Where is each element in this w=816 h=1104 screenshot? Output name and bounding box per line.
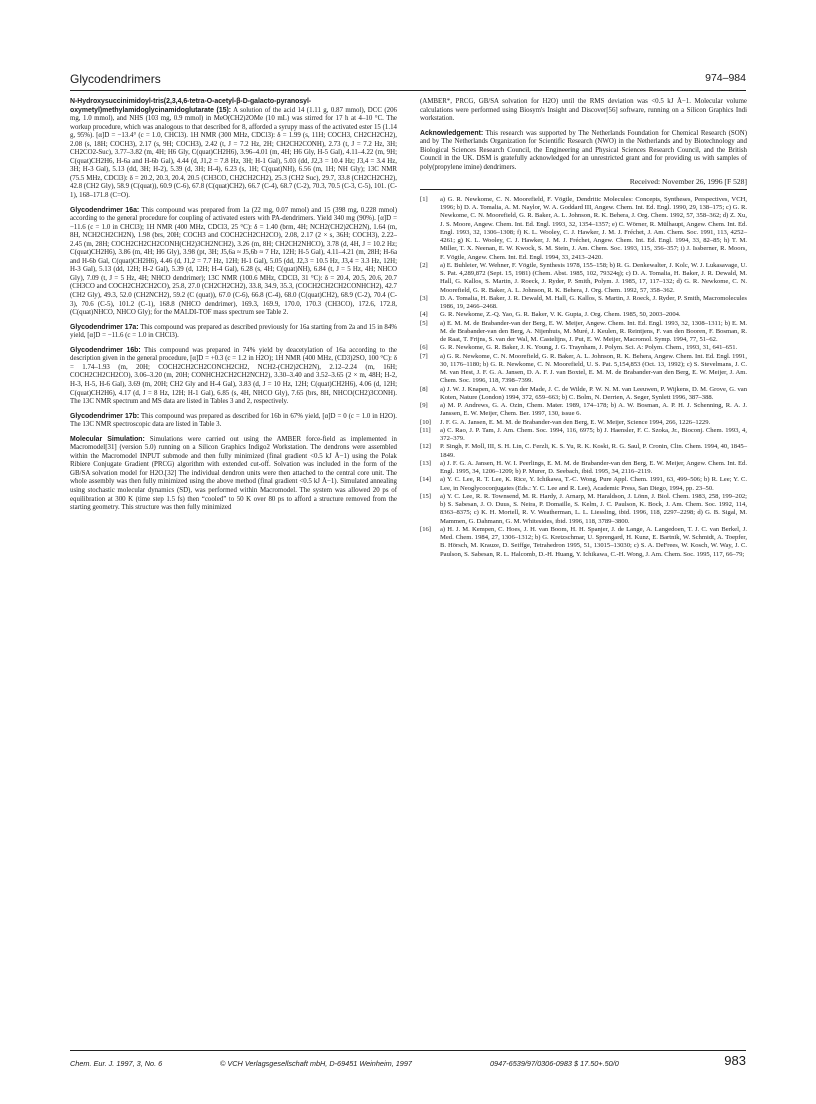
reference-item [420,493,747,526]
reference-item [420,419,747,427]
reference-number: [7] [420,352,428,360]
reference-item [420,311,747,319]
footer-rule [70,1050,746,1051]
paragraph-body: This compound was prepared as described for 16b in 67% yield, [α]D = 0 (c = 1.0 in H2O). The 13C NMR spectroscopic data are listed in Table 3. [70,412,397,429]
article-code: 0947-6539/97/0306-0983 $ 17.50+.50/0 [490,1059,619,1068]
page-range: 974–984 [705,72,746,84]
reference-text: a) C. Rao, J. P. Tam, J. Am. Chem. Soc. 1994, 116, 6975; b) J. Haensler, F. C. Szoka, Jr., Bioconj. Chem. 1993, 4, 372–379. [440,426,747,443]
paragraph-heading: Molecular Simulation: [70,435,145,443]
paragraph-17a [70,324,397,341]
reference-text: a) G. R. Newkome, C. N. Moorefield, G. R. Baker, A. L. Johnson, R. K. Behera, Angew. Chem. Int. Ed. Engl. 1991, 30, 1176–1180; b) G. R. Newkome, C. N. Moorefield, U. S. Pat. 5,154,853 (Oct. 13, 1992); c) S. Stevelmans, J. C. M. van Hest, J. F. G. A. Jansen, D. A. F. J. van Boxtel, E. M. M. de Brabander-van den Berg, E. W. Meijer, J. Am. Chem. Soc. 1996, 118, 7398–7399. [440,352,747,385]
left-column [70,98,397,519]
journal-citation: Chem. Eur. J. 1997, 3, No. 6 [70,1059,163,1068]
reference-number: [13] [420,459,431,467]
paragraph-16a [70,207,397,318]
reference-item [420,196,747,262]
publisher-line: © VCH Verlagsgesellschaft mbH, D-69451 Weinheim, 1997 [220,1059,412,1068]
paragraph-heading: Glycodendrimer 17b: [70,412,140,420]
reference-text: a) G. R. Newkome, C. N. Moorefield, F. Vögtle, Dendritic Molecules: Concepts, Syntheses, Perspectives, VCH, 1996; b) D. A. Tomalia, A. M. Naylor, W. A. Goddard III, Angew. Chem. Int. Ed. Engl. 1990, 29, 138–175; c) G. R. Newkome, C. N. Moorefield, G. R. Baker, A. L. Johnson, R. K. Behera, J. Org. Chem. 1992, 57, 358–362; d) Z. Xu, J. S. Moore, Angew. Chem. Int. Ed. Engl. 1993, 32, 1354–1357; e) C. Wörner, R. Mülhaupt, Angew. Chem. Int. Ed. Engl. 1993, 32, 1306–1308; f) K. L. Wooley, C. J. Hawker, J. M. J. Fréchet, J. Am. Chem. Soc. 1991, 113, 4252–4261; g) K. L. Wooley, C. J. Hawker, J. M. J. Fréchet, Angew. Chem. Int. Ed. Engl. 1994, 33, 82–85; h) T. M. Miller, T. X. Neenan, E. W. Kwock, S. M. Stein, J. Am. Chem. Soc. 1993, 115, 356–357; i) J. Issberner, R. Moors, F. Vögtle, Angew. Chem. Int. Ed. Engl. 1994, 33, 2413–2420. [440,195,747,261]
paragraph-heading: Glycodendrimer 16a: [70,206,140,214]
received-date: Received: November 26, 1996 [F 528] [629,177,747,187]
reference-item [420,320,747,345]
reference-text: D. A. Tomalia, H. Baker, J. R. Dewald, M. Hall, G. Kallos, S. Martin, J. Roeck, J. Ryder, P. Smith, Macromolecules 1986, 19, 2466–2468. [440,294,747,311]
reference-number: [6] [420,344,428,352]
reference-item [420,295,747,312]
reference-number: [9] [420,402,428,410]
reference-number: [4] [420,311,428,319]
reference-text: G. R. Newkome, G. R. Baker, J. K. Young, J. G. Traynham, J. Polym. Sci. A: Polym. Chem., 1993, 31, 641–651. [440,344,738,352]
reference-item [420,526,747,559]
paragraph-continuation: (AMBER*, PRCG, GB/SA solvation for H2O) until the RMS deviation was <0.5 kJ Å−1. Molecular volume calculations were performed using Biosym's Insight and Discover[56] software, running on a Silicon Graphics Indi workstation. [420,98,747,123]
reference-number: [10] [420,418,431,426]
reference-text: a) E. Buhleier, W. Wehner, F. Vögtle, Synthesis 1978, 155–158; b) R. G. Denkewalter, J. Kolc, W. J. Lukasavage, U. S. Pat. 4,289,872 (Sept. 15, 1981) (Chem. Abst. 1985, 102, 79324q); c) D. A. Tomalia, H. Baker, J. R. Dewald, M. Hall, G. Kallos, S. Martin, J. Roeck, J. Ryder, P. Smith, Polym. J. 1985, 17, 117–132; d) G. R. Newkome, C. N. Moorefield, G. R. Baker, A. L. Johnson, R. K. Behera, J. Org. Chem. 1992, 57, 358–362. [440,261,747,294]
reference-text: a) J. W. J. Knapen, A. W. van der Made, J. C. de Wilde, P. W. N. M. van Leeuwen, P. Wijkens, D. M. Grove, G. van Koten, Nature (London) 1994, 372, 659–663; b) C. Bolm, N. Derrien, A. Seger, Synlett 1996, 387–388. [440,385,747,401]
paragraph-acknowledgement [420,130,747,173]
reference-item [420,443,747,460]
reference-item [420,262,747,295]
reference-item [420,460,747,477]
reference-item [420,402,747,419]
reference-text: a) E. M. M. de Brabander-van der Berg, E. W. Meijer, Angew. Chem. Int. Ed. Engl. 1993, 32, 1308–1311; b) E. M. M. de Brabander-van den Berg, A. Nijenhuis, M. Muré, J. Keulen, R. Reintjens, F. van den Booren, F. Bosman, R. de Raat, T. Frijns, S. van der Wal, M. Castelijns, J. Put, E. W. Meijer, Macromol. Symp. 1994, 77, 51–62. [440,319,747,344]
reference-number: [5] [420,319,428,327]
paragraph-body: A solution of the acid 14 (1.11 g, 0.87 mmol), DCC (206 mg, 1.0 mmol), and NHS (103 mg, 0.9 mmol) in MeO(CH2)2OMe (10 mL) was stirred for 17 h at 4–10 °C. The workup procedure, which was analogous to that described for 8, afforded a syrupy mass of the activated ester 15 (1.14 g, 95%). [α]D = −13.4° (c = 1.0, CHCl3). 1H NMR (300 MHz, CDCl3): δ = 1.99 (s, 11H; COCH3, CH2CH2CH2), 2.08 (s, 18H; COCH3), 2.17 (s, 9H; COCH3), 2.42 (t, J = 7.2 Hz, 2H; CH2CH2CONH), 2.73 (t, J = 7.2 Hz, 3H; CH2CO2-Suc), 3.77–3.82 (m, 4H; H6 Gly, C(quat)CH2H6), 3.96–4.01 (m, 4H; H6 Gly, H-5 Gal), 4.11–4.22 (m, 9H; C(quat)CH2H6, H-6a and H-6b Gal), 4.44 (d, J1,2 = 7.8 Hz, 3H; H-1 Gal), 5.03 (dd, J2,3 = 10.4 Hz; J3,4 = 3.4 Hz, 3H; H-3 Gal), 5.13 (dd, 3H; H-2), 5.39 (d, 3H; H-4), 6.23 (s, 1H; C(quat)NH), 6.56 (m, 1H; NH Gly); 13C NMR (75.5 MHz, CDCl3): δ = 20.2, 20.3, 20.4, 20.5 (CH3CO, CH2CH2CH2), 25.3 (CH2 Suc), 29.7, 33.8 (CH2CH2CH2), 42.8 (CH2 Gly), 58.9 (C(quat)), 60.9 (C-6), 67.8 (C(quat)CH2), 66.7 (C-4), 68.7 (C-2), 70.3, 70.5 (C-3, C-5), 101. (C-1), 168–171.8 (C=O). [70,106,397,200]
paragraph-heading: Glycodendrimer 16b: [70,346,141,354]
paragraph-body: This compound was prepared in 74% yield by deacetylation of 16a according to the description given in the general procedure, [α]D = +0.3 (c = 1.2 in H2O); 1H NMR (400 MHz, (CD3)2SO, 100 °C): δ = 1.74–1.93 (m, 20H; COCH2CH2CH2CONCH2CH2, NCH2-(CH2)2CH2N), 2.12–2.24 (m, 16H; COCH2CH2CH2CO), 3.06–3.20 (m, 20H; CONHCH2CH2CH2NCH2), 3.30–3.40 and 3.52–3.65 (2 × m, 48H; H-2, H-3, H-5, H-6 Gal), 3.69 (m, 20H; CH2 Gly and H-4 Gal), 3.83 (d, J = 10 Hz, 12H; C(quat)CH2H6), 4.06 (d, 12H; C(quat)CH2H6), 4.17 (d, J = 8 Hz, 12H; H-1 Gal), 6.85 (s, 4H, NHCO Gly), 7.65 (brs, 8H, NHCO(CH2)3CONH). The 13C NMR spectrum and MS data are listed in Tables 3 and 2, respectively. [70,346,397,406]
reference-text: a) Y. C. Lee, R. T. Lee, K. Rice, Y. Ichikawa, T.-C. Wong, Pure Appl. Chem. 1991, 63, 499–506; b) R. Lee; Y. C. Lee, in Neoglycoconjugates (Eds.: Y. C. Lee and R. Lee), Academic Press, San Diego, 1994, pp. 23–50. [440,476,747,492]
reference-item [420,476,747,493]
reference-number: [15] [420,492,431,500]
reference-number: [8] [420,385,428,393]
references-rule [420,189,747,190]
paragraph-heading: Acknowledgement: [420,129,484,137]
reference-number: [12] [420,443,431,451]
paragraph-16b [70,347,397,407]
reference-item [420,427,747,444]
reference-text: a) M. P. Andrews, G. A. Ozin, Chem. Mater. 1989, 174–178; b) A. W. Bosman, A. P. H. J. Schenning, R. A. J. Janssen, E. W. Meijer, Chem. Ber. 1997, 130, issue 6. [440,402,747,418]
running-header [70,72,746,88]
paragraph-body: This compound was prepared from 1a (22 mg, 0.07 mmol) and 15 (398 mg, 0.228 mmol) according to the general procedure for coupling of activated esters with PA-dendrimers. Yield 340 mg (90%). [α]D = −11.6 (c = 1.0 in CHCl3); 1H NMR (400 MHz, CDCl3, 25 °C): δ = 1.40 (brm, 4H; NCH2(CH2)2CH2N), 1.64 (m, 8H, NCH2CH2CH2N), 1.98 (brs, 20H; COCH3 and COCH2CH2CH2CO), 2.08, 2.17 (2 × s, 36H; COCH3), 2.22–2.45 (m, 28H; COCH2CH2CH2CONH(CH2)3CH2NCH2), 3.26 (m, 8H; CH2CH2NHCO), 3.78 (d, 4H, J = 10.2 Hz; C(quat)CH2H6), 3.86 (m, 4H; H6 Gly), 3.98 (pt, 3H; J5,6a ≈ J5,6b ≈ 7 Hz, 12H; H-5 Gal), 4.11–4.21 (m, 28H; H-6a and H-6b Gal, C(quat)CH2H6), 4.46 (d, J1,2 = 7.7 Hz, 12H; H-1 Gal), 5.05 (dd, J2,3 = 10.5 Hz, J3,4 = 3.3 Hz, 12H; H-3 Gal), 5.13 (dd, 12H; H-2 Gal), 5.39 (d, 12H; H-4 Gal), 6.28 (s, 4H; C(quat)NH), 6.84 (t, J = 5 Hz, 4H; NHCO Gly), 7.09 (t, J = 5 Hz, 4H; NHCO dendrimer); 13C NMR (100.6 MHz, CDCl3, 31 °C): δ = 20.4, 20.5, 20.6, 20.7 (CH3CO and COCH2CH2CH2CO), 25.8, 27.0 (CH2CH2CH2), 33.8, 34.9, 35.3, (COCH2CH2CH2CONHCH2), 42.7 (CH2 Gly), 49.3, 52.0 (CH2NCH2), 59.2 (C (quat)), 67.0 (C-6), 66.8 (C-4), 68.0 (C(quat)CH2), 68.9 (C-2), 70.4 (C-3), 70.6 (C-5), 101.2 (C-1), 168.8 (NHCO dendrimer), 169.3, 169.9, 170.0, 170.3 (CH3CO), 172.6, 172.8, (C(quat)NHCO, NHCO Gly); for the MALDI-TOF mass spectrum see Table 2. [70,206,397,317]
reference-number: [3] [420,294,428,302]
page-footer [70,1055,746,1071]
paragraph-body: This compound was prepared as described previously for 16a starting from 2a and 15 in 84% yield, [α]D = −11.6 (c = 1.0 in CHCl3). [70,323,398,340]
reference-text: J. F. G. A. Jansen, E. M. M. de Brabander-van den Berg, E. W. Meijer, Science 1994, 266, 1226–1229. [440,418,711,426]
reference-number: [14] [420,476,431,484]
paragraph-body: Simulations were carried out using the AMBER force-field as implemented in Macromodel[31] (version 5.0) running on a Silicon Graphics Indigo2 Workstation. The dendrons were assembled within the Macromodel INPUT submode and then fully minimized (final gradient <0.5 kJ Å−1) using the Polak Ribiere Conjugate Gradient (PRCG) algorithm with extended cut-off. Solvation was included in the form of the GB/SA solvation model for H2O.[32] The individual dendron units were then attached to the central core unit. The whole assembly was then fully minimized using the above method (final gradient <0.5 kJ Å−1). Simulated annealing using stochastic molecular dynamics (SD), was performed within Macromodel. The system was allowed 20 ps of equilibration at 300 K (time step 1.5 fs) then “cooled” to 50 K over 80 ps to afford a structure removed from the starting geometry. This structure was then fully minimized [70,435,397,512]
reference-text: a) Y. C. Lee, R. R. Townsend, M. R. Hardy, J. Arnarp, M. Haraldson, J. Lönn, J. Biol. Chem. 1983, 258, 199–202; b) S. Sabesan, J. O. Duus, S. Neira, P. Domaille, S. Kelm, J. C. Paulson, K. Bock, J. Am. Chem. Soc. 1992, 114, 8363–8375; c) K. H. Mortell, R. V. Weatherman, L. L. Liessling, ibid. 1996, 118, 2297–2298; d) G. B. Sigal, M. Mammen, G. Dahmann, G. M. Whitesides, ibid. 1996, 118, 3789–3800. [440,492,747,525]
paragraph-17b [70,413,397,430]
reference-text: P. Singh, F. Moll, III, S. H. Lin, C. Ferzli, K. S. Yu, R. K. Koski, R. G. Saul, P. Cronin, Clin. Chem. 1994, 40, 1845–1849. [440,443,747,459]
reference-number: [1] [420,195,428,203]
header-rule [70,90,746,91]
paragraph-heading: Glycodendrimer 17a: [70,323,139,331]
reference-number: [11] [420,426,431,434]
paragraph-heading: N-Hydroxysuccinimidoyl-tris(2,3,4,6-tetra-O-acetyl-β-D-galacto-pyranosyl-oxymetyl)methylamidoglycinamidoglutarate (15): [70,98,312,114]
paragraph-body: This research was supported by The Netherlands Foundation for Chemical Research (SON) and by The Netherlands Organization for Scientific Research (NWO) in the Netherlands and by Biotechnology and Biological Sciences Research Council, the Engineering and Physical Sciences Research Council, and the British Council in the UK. DSM is gratefully acknowledged for an unrestricted grant and for providing us with samples of poly(propylene imine) dendrimers. [420,129,747,171]
reference-item [420,386,747,403]
reference-text: a) J. F. G. A. Jansen, H. W. I. Peerlings, E. M. M. de Brabander-van den Berg, E. W. Meijer, Angew. Chem. Int. Ed. Engl. 1995, 34, 1206–1209; b) P. Murer, D. Seebach, ibid. 1995, 34, 2116–2119. [440,459,747,476]
reference-list [420,196,747,559]
right-column [420,98,747,559]
reference-number: [16] [420,525,431,533]
reference-number: [2] [420,261,428,269]
reference-item [420,353,747,386]
paragraph-molecular-simulation [70,436,397,513]
page-number: 983 [724,1053,746,1068]
reference-text: a) H. J. M. Kempen, C. Hoes, J. H. van Boom, H. H. Spanjer, J. de Lange, A. Langedoen, T. J. C. van Berkel, J. Med. Chem. 1984, 27, 1306–1312; b) G. Kretzschmar, U. Sprengard, H. Kunz, E. Bartnik, W. Schmidt, A. Toepfer, B. Hörsch, M. Krauze, D. Seiffge, Tetrahedron 1995, 51, 13015–13030; c) S. A. DeFrees, W. Kosch, W. Way, J. C. Paulson, S. Sabesan, R. L. Halcomb, D.-H. Huang, Y. Ichikawa, C.-H. Wong, J. Am. Chem. Soc. 1995, 117, 66–79; [440,525,747,558]
reference-text: G. R. Newkome, Z.-Q. Yao, G. R. Baker, V. K. Gupta, J. Org. Chem. 1985, 50, 2003–2004. [440,311,681,319]
paragraph-compound-15 [70,98,397,201]
running-title: Glycodendrimers [70,72,161,86]
reference-item [420,344,747,352]
